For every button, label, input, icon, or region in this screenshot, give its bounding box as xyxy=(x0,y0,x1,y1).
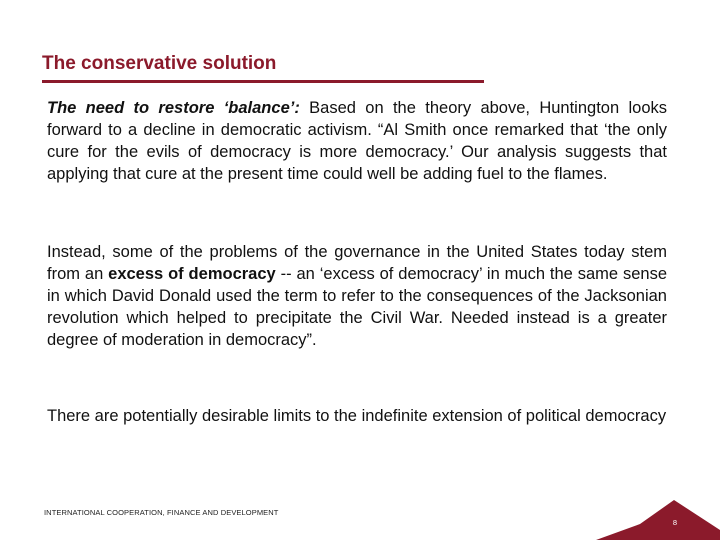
paragraph-excess-of-democracy xyxy=(47,241,667,351)
paragraph-lead: The need to restore ‘balance’: xyxy=(47,99,300,117)
paragraph-text-after: -- an ‘excess of democracy’ in much the same sense in which David Donald used the term to refer to the consequences of the Jacksonian revolution which helped to precipitate the Civil War. Needed instead is a greater degree of moderation in democracy”. xyxy=(47,265,668,349)
footer-text: INTERNATIONAL COOPERATION, FINANCE AND DEVELOPMENT xyxy=(44,508,279,517)
emphasis-excess-of-democracy: excess of democracy xyxy=(108,265,276,283)
slide-title: The conservative solution xyxy=(42,53,277,74)
paragraph-text-before: Instead, some of the problems of the governance in the United States today stem from an xyxy=(47,243,667,283)
title-underline xyxy=(42,80,484,83)
paragraph-limits: There are potentially desirable limits to the indefinite extension of political democracy xyxy=(47,407,667,425)
page-number: 8 xyxy=(672,518,678,527)
paragraph-text: Based on the theory above, Huntington looks forward to a decline in democratic activism. “Al Smith once remarked that ‘the only cure for the evils of democracy is more democracy.’ Our analysis suggests that applying that cure at the present time could well be adding fuel to the flames. xyxy=(47,99,667,183)
page-number-tab-icon xyxy=(596,500,720,540)
paragraph-balance xyxy=(47,97,667,185)
